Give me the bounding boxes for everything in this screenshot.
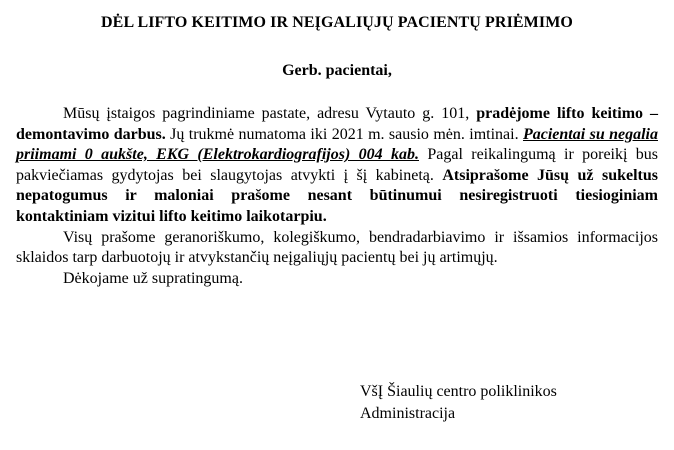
greeting: Gerb. pacientai, bbox=[282, 62, 392, 79]
signature-department: Administracija bbox=[360, 405, 456, 422]
signature-block bbox=[360, 381, 557, 425]
emphasis-segment: Pacientai su negalia priimami 0 aukšte, EKG (Elektrokardiografijos) 004 kab. bbox=[16, 125, 658, 164]
signature-organization: VšĮ Šiaulių centro poliklinikos bbox=[360, 383, 557, 400]
paragraph-request: Visų prašome geranoriškumo, kolegiškumo, bendradarbiavimo ir išsamios informacijos sklaidos tarp darbuotojų ir atvykstančių neįgaliųjų pacientų bei jų artimųjų. bbox=[16, 228, 658, 267]
text-segment: Mūsų įstaigos pagrindiniame pastate, adresu Vytauto g. 101, bbox=[63, 105, 477, 122]
document-title: DĖL LIFTO KEITIMO IR NEĮGALIŲJŲ PACIENTŲ PRIĖMIMO bbox=[101, 14, 573, 31]
text-segment: Pagal reikalingumą ir poreikį bus pakviečiamas gydytojas bei slaugytojas atvykti į šį kabinetą. bbox=[16, 146, 659, 184]
text-segment: Jų trukmė numatoma iki 2021 m. sausio mėn. imtinai. bbox=[165, 125, 523, 143]
bold-segment: pradėjome lifto keitimo – demontavimo darbus. bbox=[16, 105, 658, 143]
paragraph-thanks: Dėkojame už supratingumą. bbox=[63, 269, 243, 287]
document-body bbox=[16, 104, 658, 289]
paragraph-main bbox=[16, 104, 658, 228]
bold-segment: Atsiprašome Jūsų už sukeltus nepatogumus ir maloniai prašome nesant būtinumui nesiregistruoti tiesioginiam kontaktiniam vizitui lifto keitimo laikotarpiu. bbox=[16, 166, 658, 225]
